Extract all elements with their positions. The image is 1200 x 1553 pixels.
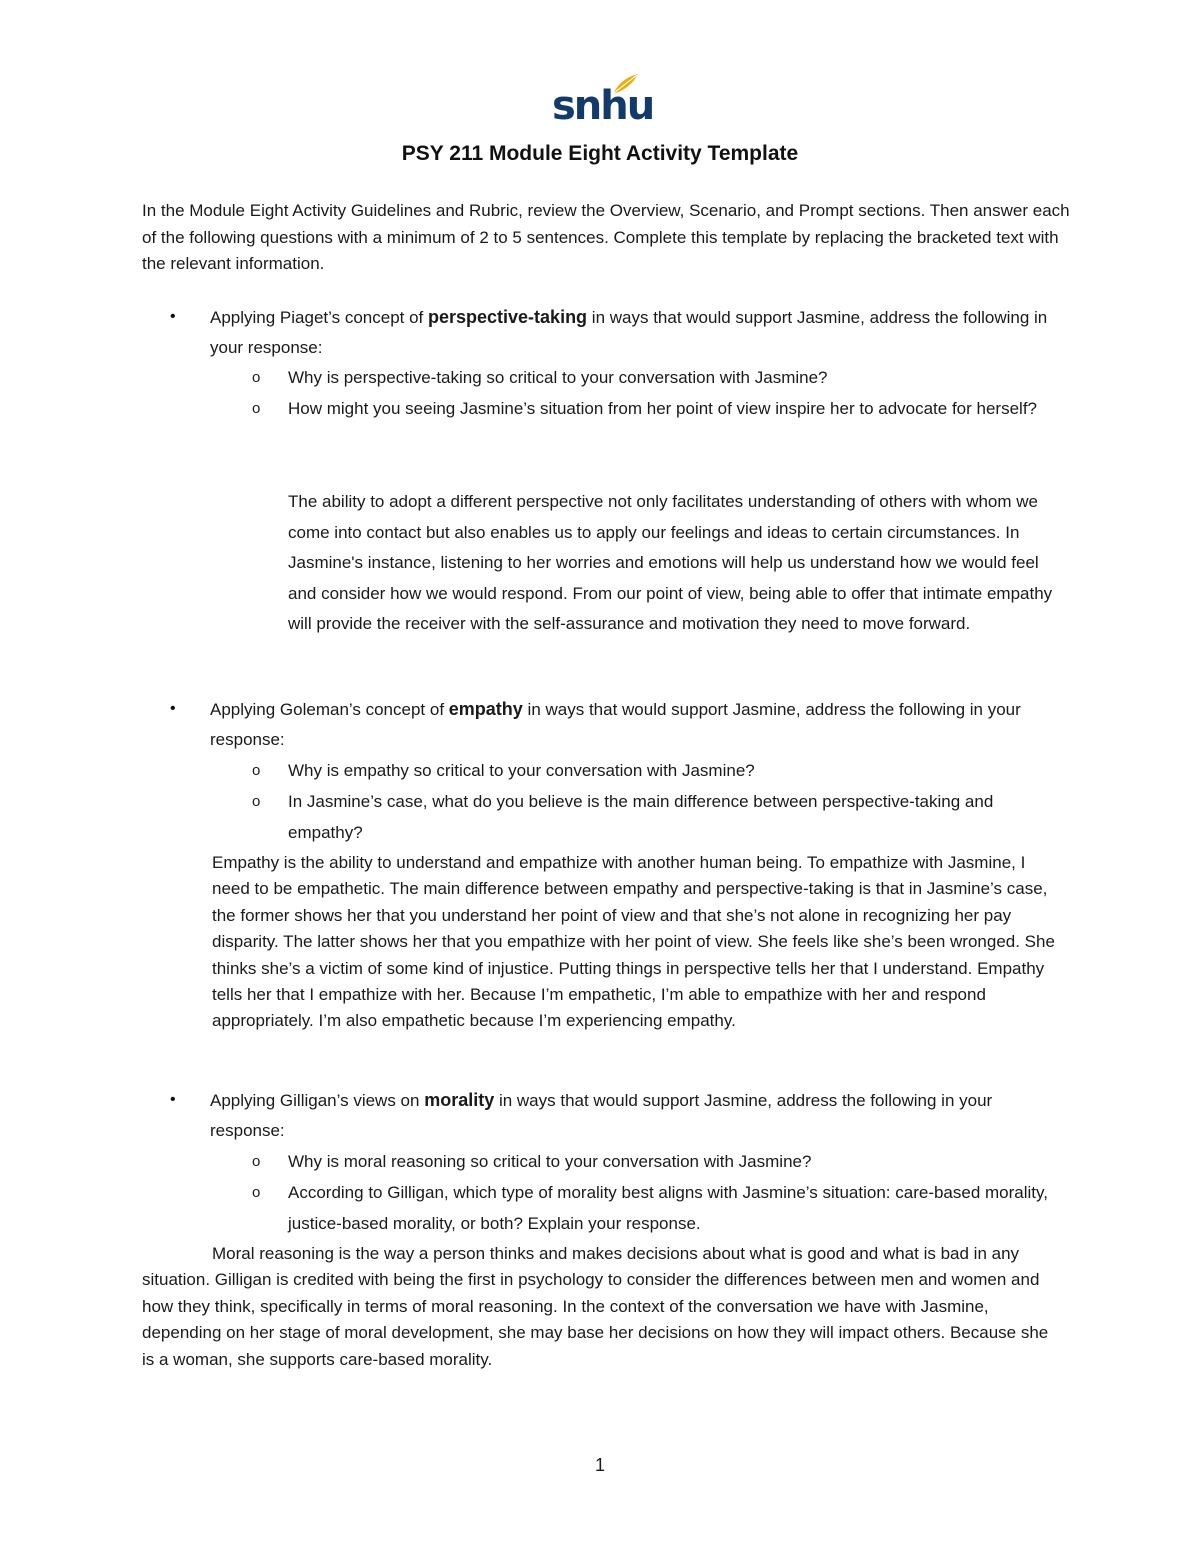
answer-2: Empathy is the ability to understand and empathize with another human being. To empathize with Jasmine, I need to be empathetic. The main difference between empathy and perspective-taking is that in Jasmine’s case, the former shows her that you understand her point of view and that she’s not alone in recognizing her pay disparity. The latter shows her that you empathize with her point of view. She feels like she’s been wronged. She thinks she’s a victim of some kind of injustice. Putting things in perspective tells her that I understand. Empathy tells her that I empathize with her. Because I’m empathetic, I’m able to empathize with her and respond appropriately. I’m also empathetic because I’m experiencing empathy. [212, 853, 1055, 1031]
question-text: According to Gilligan, which type of morality best aligns with Jasmine’s situation: care-based morality, justice-based morality, or both? Explain your response. [288, 1183, 1048, 1233]
sub-bullet-icon: o [252, 369, 261, 386]
bullet-icon: • [170, 308, 176, 325]
question-text: In Jasmine’s case, what do you believe is the main difference between perspective-taking and empathy? [288, 792, 994, 842]
sub-bullet-icon: o [252, 400, 261, 417]
answer-1: The ability to adopt a different perspective not only facilitates understanding of others with whom we come into contact but also enables us to apply our feelings and ideas to certain circumstances. In Jasmine's instance, listening to her worries and emotions will help us understand how we would feel and consider how we would respond. From our point of view, being able to offer that intimate empathy will provide the receiver with the self-assurance and motivation they need to move forward. [288, 492, 1053, 634]
sub-bullet-icon: o [252, 1184, 261, 1201]
sub-bullet-icon: o [252, 1153, 261, 1170]
prompt-after: in ways that would support Jasmine, address the following in your response: [210, 308, 1048, 357]
intro-paragraph: In the Module Eight Activity Guidelines and Rubric, review the Overview, Scenario, and Prompt sections. Then answer each of the following questions with a minimum of 2 to 5 sentences. Complete this template by replacing the bracketed text with the relevant information. [142, 201, 1070, 273]
page-title: PSY 211 Module Eight Activity Template [401, 142, 799, 165]
question-text: How might you seeing Jasmine’s situation from her point of view inspire her to advocate for herself? [288, 399, 1038, 418]
question-text: Why is moral reasoning so critical to your conversation with Jasmine? [288, 1152, 812, 1171]
prompt-keyword: morality [424, 1090, 495, 1110]
question-text: Why is perspective-taking so critical to your conversation with Jasmine? [288, 368, 828, 387]
question-text: Why is empathy so critical to your conversation with Jasmine? [288, 761, 755, 780]
prompt-before: Applying Piaget’s concept of [210, 308, 428, 327]
answer-3: Moral reasoning is the way a person thinks and makes decisions about what is good and what is bad in any situation. Gilligan is credited with being the first in psychology to consider the differences between men and women and how they think, specifically in terms of moral reasoning. In the context of the conversation we have with Jasmine, depending on her stage of moral development, she may base her decisions on how they will impact others. Because she is a woman, she supports care-based morality. [142, 1244, 1049, 1369]
page-number: 1 [594, 1455, 605, 1475]
prompt-before: Applying Goleman’s concept of [210, 700, 449, 719]
prompt-before: Applying Gilligan’s views on [210, 1091, 425, 1110]
bullet-icon: • [170, 1091, 176, 1108]
sub-bullet-icon: o [252, 762, 261, 779]
prompt-after: in ways that would support Jasmine, address the following in your response: [210, 700, 1021, 749]
prompt-text [210, 1085, 1060, 1146]
logo-text: snhu [552, 83, 654, 129]
prompt-keyword: empathy [448, 699, 523, 719]
sub-bullet-icon: o [252, 793, 261, 810]
prompt-keyword: perspective-taking [428, 307, 588, 327]
bullet-icon: • [170, 700, 176, 717]
prompt-text [210, 302, 1060, 363]
snhu-logo [552, 72, 654, 134]
prompt-after: in ways that would support Jasmine, address the following in your response: [210, 1091, 993, 1140]
prompt-text [210, 694, 1060, 755]
